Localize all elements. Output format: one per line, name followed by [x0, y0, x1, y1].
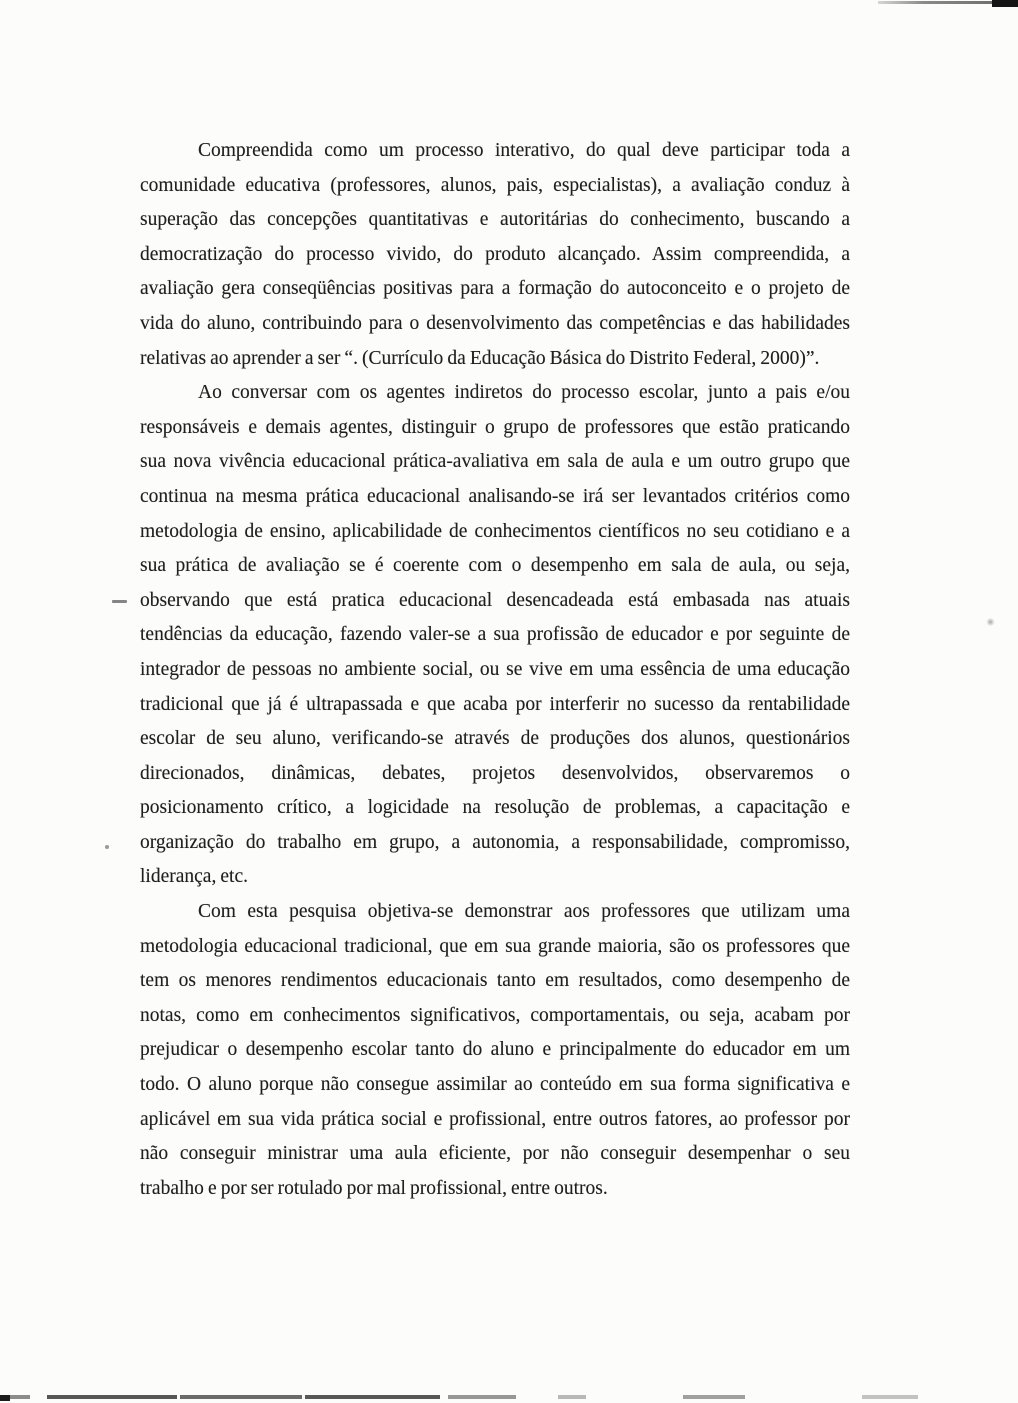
text-line: tem os menores rendimentos educacionais tanto em resultados, como desempenho de — [140, 970, 850, 992]
scan-artifact-bottom-dash — [180, 1395, 302, 1399]
margin-dash-mark — [112, 600, 127, 603]
text-line: vida do aluno, contribuindo para o desenvolvimento das competências e das habilidades — [140, 312, 850, 334]
scan-artifact-bottom-dash — [862, 1395, 918, 1399]
text-line: observando que está pratica educacional desencadeada está embasada nas atuais — [140, 589, 850, 611]
text-line: democratização do processo vivido, do produto alcançado. Assim compreendida, a — [140, 243, 850, 265]
scan-artifact-corner-block — [992, 0, 1018, 7]
paragraph — [140, 134, 850, 376]
text-line: metodologia educacional tradicional, que em sua grande maioria, são os professores que — [140, 935, 850, 957]
text-line: comunidade educativa (professores, alunos, pais, especialistas), a avaliação conduz à — [140, 174, 850, 196]
text-line: posicionamento crítico, a logicidade na resolução de problemas, a capacitação e — [140, 797, 850, 819]
text-line: direcionados, dinâmicas, debates, projetos desenvolvidos, observaremos o — [140, 762, 850, 784]
text-line: responsáveis e demais agentes, distinguir o grupo de professores que estão praticando — [140, 416, 850, 438]
scan-artifact-bottom-dash — [448, 1395, 516, 1399]
edge-smudge — [986, 618, 995, 626]
scan-artifact-bottom-dash — [10, 1395, 30, 1399]
text-line: trabalho e por ser rotulado por mal profissional, entre outros. — [140, 1177, 608, 1199]
text-line: aplicável em sua vida prática social e profissional, entre outros fatores, ao professor por — [140, 1108, 850, 1130]
text-line: escolar de seu aluno, verificando-se através de produções dos alunos, questionários — [140, 728, 850, 750]
text-line: sua nova vivência educacional prática-avaliativa em sala de aula e um outro grupo que — [140, 451, 850, 473]
scan-artifact-bottom-dash — [683, 1395, 745, 1399]
text-line: tradicional que já é ultrapassada e que acaba por interferir no sucesso da rentabilidade — [140, 693, 850, 715]
text-line: superação das concepções quantitativas e autoritárias do conhecimento, buscando a — [140, 209, 850, 231]
text-line: continua na mesma prática educacional analisando-se irá ser levantados critérios como — [140, 485, 850, 507]
text-line: Compreendida como um processo interativo, do qual deve participar toda a — [198, 140, 850, 161]
text-line: Com esta pesquisa objetiva-se demonstrar aos professores que utilizam uma — [198, 901, 850, 923]
text-line: notas, como em conhecimentos significativos, comportamentais, ou seja, acabam por — [140, 1004, 850, 1026]
text-line: integrador de pessoas no ambiente social, ou se vive em uma essência de uma educação — [140, 658, 850, 680]
scan-artifact-bottom-dash — [0, 1395, 10, 1401]
text-line: todo. O aluno porque não consegue assimilar ao conteúdo em sua forma significativa e — [140, 1074, 850, 1096]
text-line: tendências da educação, fazendo valer-se a sua profissão de educador e por seguinte de — [140, 624, 850, 646]
text-line: metodologia de ensino, aplicabilidade de conhecimentos científicos no seu cotidiano e a — [140, 520, 850, 542]
paragraph — [140, 895, 850, 1206]
text-line: Ao conversar com os agentes indiretos do processo escolar, junto a pais e/ou — [198, 382, 850, 404]
margin-dot-mark — [105, 845, 109, 849]
scan-artifact-bottom-dash — [558, 1395, 586, 1399]
scan-artifact-top-line — [878, 1, 993, 4]
text-line: não conseguir ministrar uma aula eficiente, por não conseguir desempenhar o seu — [140, 1143, 850, 1165]
document-text — [140, 134, 850, 1206]
text-line: avaliação gera conseqüências positivas para a formação do autoconceito e o projeto de — [140, 278, 850, 300]
text-line: organização do trabalho em grupo, a autonomia, a responsabilidade, compromisso, — [140, 831, 850, 853]
text-line: sua prática de avaliação se é coerente com o desempenho em sala de aula, ou seja, — [140, 555, 850, 577]
text-line: liderança, etc. — [140, 866, 249, 888]
scan-artifact-bottom-dash — [305, 1395, 440, 1399]
text-line: prejudicar o desempenho escolar tanto do aluno e principalmente do educador em um — [140, 1039, 850, 1061]
paragraph — [140, 376, 850, 895]
scan-artifact-bottom-dash — [47, 1395, 177, 1399]
text-line: relativas ao aprender a ser “. (Currículo da Educação Básica do Distrito Federal, 2000)”. — [140, 347, 820, 369]
